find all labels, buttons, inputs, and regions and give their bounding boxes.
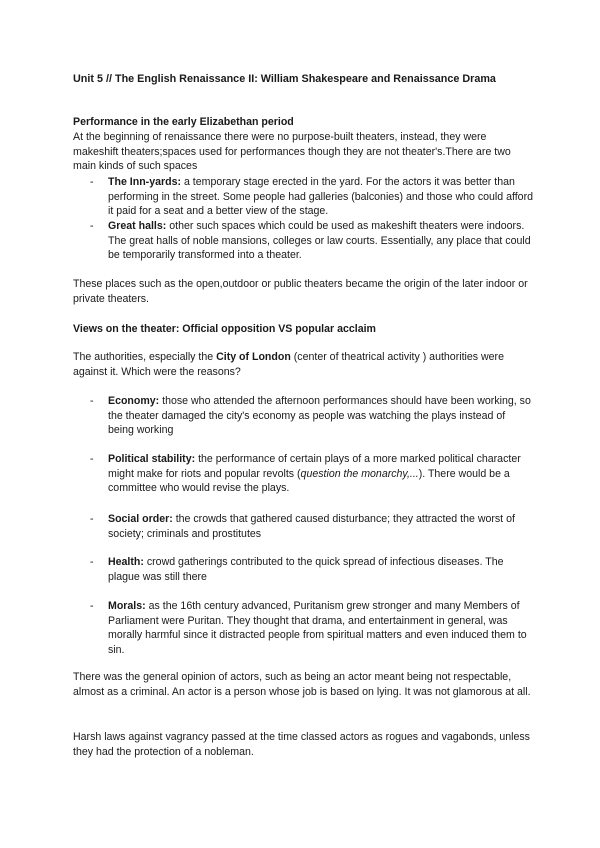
bullet-desc: ). There would be a committee who would revise the plays. bbox=[108, 467, 510, 495]
bullet-italic: question the monarchy,... bbox=[300, 467, 419, 480]
bullet-dash: - bbox=[90, 556, 94, 568]
bullet-text bbox=[108, 599, 533, 657]
intro-bold: City of London bbox=[216, 351, 291, 363]
bullet-dash: - bbox=[90, 395, 94, 407]
bullet-text bbox=[108, 219, 533, 263]
section1-outro: These places such as the open,outdoor or public theaters became the origin of the later indoor or private theaters. bbox=[73, 278, 528, 305]
bullet-term: Political stability: bbox=[108, 453, 196, 465]
document-title: Unit 5 // The English Renaissance II: William Shakespeare and Renaissance Drama bbox=[73, 73, 496, 85]
bullet-desc: the crowds that gathered caused disturbance; they attracted the worst of society; criminals and prostitutes bbox=[108, 513, 515, 540]
bullet-term: The Inn-yards: bbox=[108, 176, 181, 188]
bullet-dash: - bbox=[90, 453, 94, 465]
intro-text: The authorities, especially the bbox=[73, 351, 217, 363]
bullet-desc: the performance of certain plays of a more marked political character might make for riots and popular revolts ( bbox=[108, 453, 521, 480]
paragraph-actors-opinion: There was the general opinion of actors, such as being an actor meant being not respectable, almost as a criminal. An actor is a person whose job is based on lying. It was not glamorous at all. bbox=[73, 671, 531, 698]
bullet-dash: - bbox=[90, 220, 94, 232]
bullet-desc: other such spaces which could be used as makeshift theaters were indoors. The great halls of noble mansions, colleges or law courts. Essentially, any place that could be temporarily transformed into a theater. bbox=[108, 220, 531, 262]
bullet-term: Health: bbox=[108, 556, 144, 568]
bullet-text bbox=[108, 512, 533, 541]
bullet-desc: a temporary stage erected in the yard. For the actors it was better than performing in the street. Some people had galleries (balconies) and those who could afford it paid for a seat and a better view of the stage. bbox=[108, 176, 533, 218]
section1-heading: Performance in the early Elizabethan period bbox=[73, 116, 294, 128]
bullet-dash: - bbox=[90, 176, 94, 188]
section1-intro: At the beginning of renaissance there were no purpose-built theaters, instead, they were makeshift theaters;spaces used for performances though they are not theater's.There are two main kinds of such spaces bbox=[73, 131, 511, 173]
bullet-text bbox=[108, 394, 533, 438]
bullet-dash: - bbox=[90, 513, 94, 525]
bullet-term: Great halls: bbox=[108, 220, 167, 232]
bullet-text bbox=[108, 175, 533, 219]
bullet-term: Economy: bbox=[108, 395, 160, 407]
section2-intro bbox=[73, 350, 533, 379]
section2-heading: Views on the theater: Official opposition VS popular acclaim bbox=[73, 323, 376, 335]
bullet-dash: - bbox=[90, 600, 94, 612]
bullet-desc: those who attended the afternoon performances should have been working, so the theater damaged the city's economy as people was watching the plays instead of being working bbox=[108, 395, 531, 437]
bullet-text bbox=[108, 452, 533, 496]
bullet-desc: as the 16th century advanced, Puritanism grew stronger and many Members of Parliament were Puritan. They thought that drama, and entertainment in general, was morally harmful since it distracted people from spiritual matters and even induced them to sin. bbox=[108, 600, 527, 656]
bullet-text bbox=[108, 555, 533, 584]
paragraph-vagrancy-laws: Harsh laws against vagrancy passed at the time classed actors as rogues and vagabonds, unless they had the protection of a nobleman. bbox=[73, 731, 530, 758]
bullet-desc: crowd gatherings contributed to the quick spread of infectious diseases. The plague was still there bbox=[108, 556, 504, 583]
intro-text: (center of theatrical activity ) authorities were against it. Which were the reasons? bbox=[73, 351, 504, 378]
bullet-term: Social order: bbox=[108, 513, 173, 525]
bullet-term: Morals: bbox=[108, 600, 146, 612]
